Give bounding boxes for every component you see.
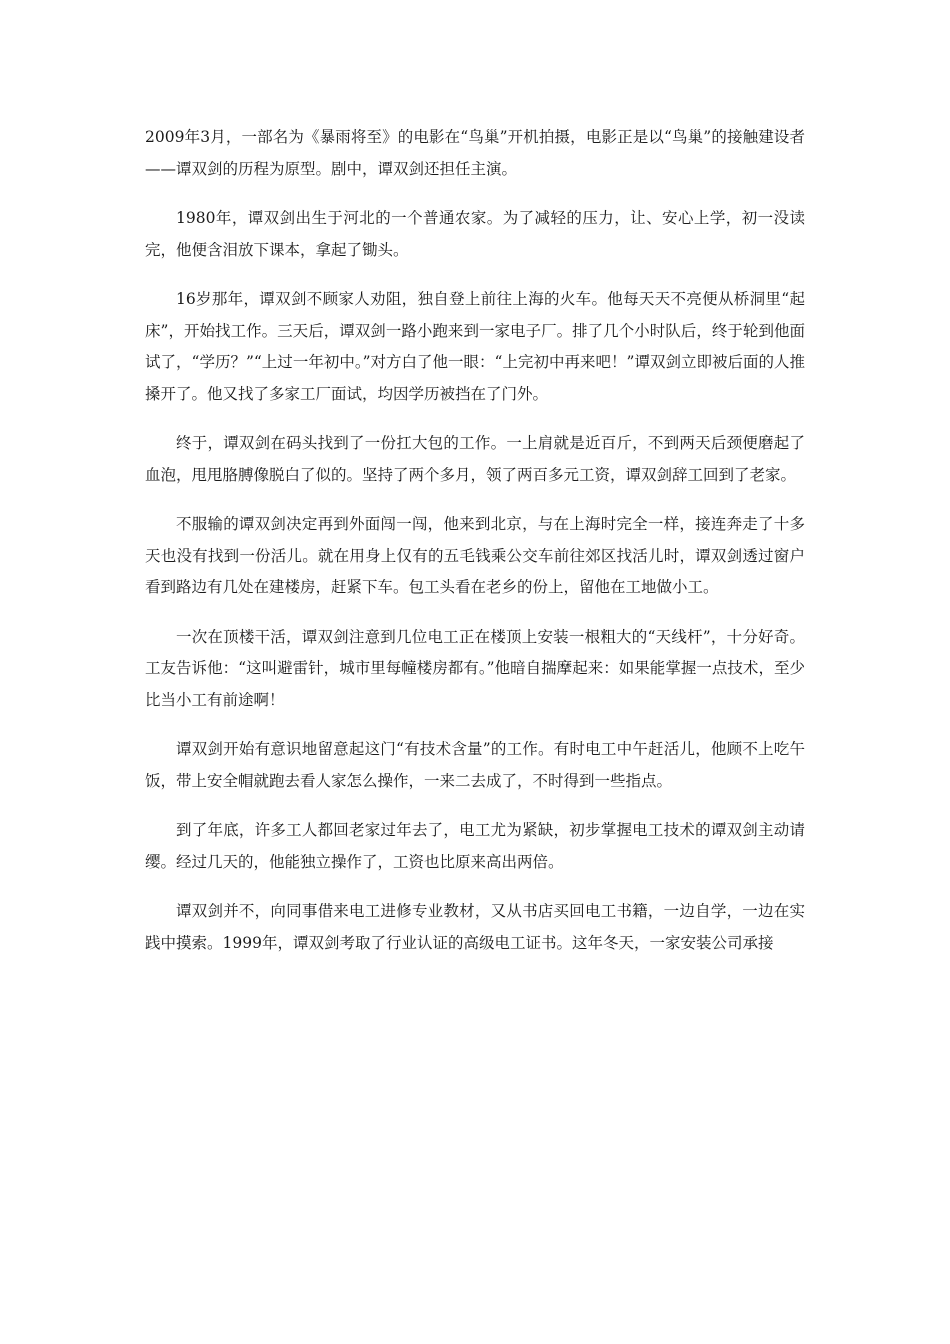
paragraph-1: 2009年3月，一部名为《暴雨将至》的电影在“鸟巢”开机拍摄，电影正是以“鸟巢”的接触建设者——谭双剑的历程为原型。剧中，谭双剑还担任主演。 xyxy=(145,128,805,178)
paragraph-2: 1980年，谭双剑出生于河北的一个普通农家。为了减轻的压力，让、安心上学，初一没读完，他便含泪放下课本，拿起了锄头。 xyxy=(145,209,805,259)
paragraph-4: 终于，谭双剑在码头找到了一份扛大包的工作。一上肩就是近百斤，不到两天后颈便磨起了血泡，甩甩胳膊像脱白了似的。坚持了两个多月，领了两百多元工资，谭双剑辞工回到了老家。 xyxy=(145,434,805,484)
paragraph-7: 谭双剑开始有意识地留意起这门“有技术含量”的工作。有时电工中午赶活儿，他顾不上吃午饭，带上安全帽就跑去看人家怎么操作，一来二去成了，不时得到一些指点。 xyxy=(145,740,805,790)
paragraph-9: 谭双剑并不，向同事借来电工进修专业教材，又从书店买回电工书籍，一边自学，一边在实践中摸索。1999年，谭双剑考取了行业认证的高级电工证书。这年冬天，一家安装公司承接 xyxy=(145,902,805,952)
paragraph-3: 16岁那年，谭双剑不顾家人劝阻，独自登上前往上海的火车。他每天天不亮便从桥洞里“起床”，开始找工作。三天后，谭双剑一路小跑来到一家电子厂。排了几个小时队后，终于轮到他面试了，“学历？”“上过一年初中。”对方白了他一眼：“上完初中再来吧！”谭双剑立即被后面的人推搡开了。他又找了多家工厂面试，均因学历被挡在了门外。 xyxy=(145,290,805,403)
paragraph-6: 一次在顶楼干活，谭双剑注意到几位电工正在楼顶上安装一根粗大的“天线杆”，十分好奇。工友告诉他：“这叫避雷针，城市里每幢楼房都有。”他暗自揣摩起来：如果能掌握一点技术，至少比当小工有前途啊！ xyxy=(145,627,805,709)
article-body xyxy=(145,122,805,977)
paragraph-8: 到了年底，许多工人都回老家过年去了，电工尤为紧缺，初步掌握电工技术的谭双剑主动请缨。经过几天的，他能独立操作了，工资也比原来高出两倍。 xyxy=(145,821,805,871)
paragraph-5: 不服输的谭双剑决定再到外面闯一闯，他来到北京，与在上海时完全一样，接连奔走了十多天也没有找到一份活儿。就在用身上仅有的五毛钱乘公交车前往郊区找活儿时，谭双剑透过窗户看到路边有几处在建楼房，赶紧下车。包工头看在老乡的份上，留他在工地做小工。 xyxy=(145,515,805,596)
